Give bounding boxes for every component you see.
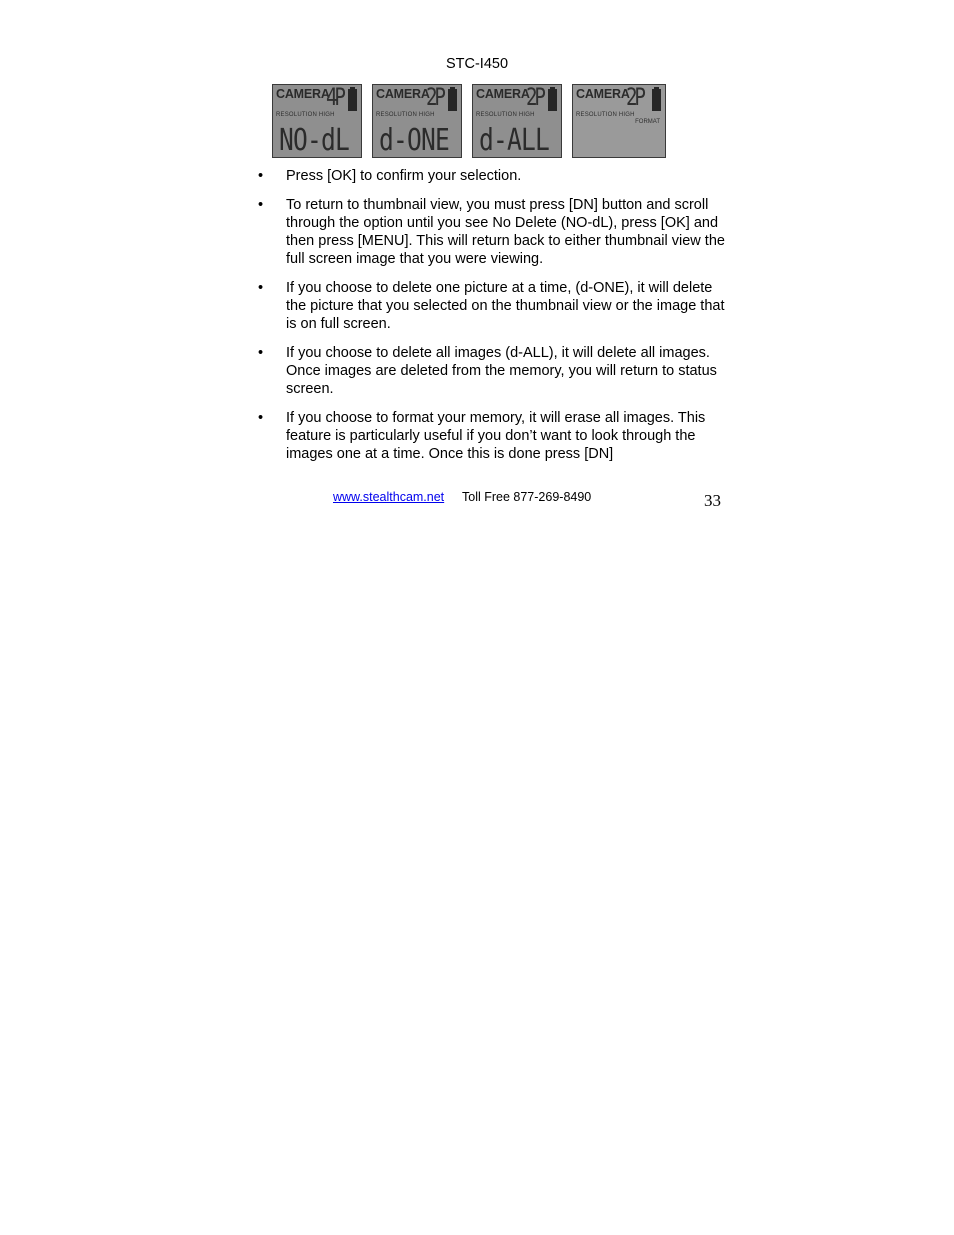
instruction-list [256, 167, 736, 474]
lcd-main-display: NO-dL [279, 123, 349, 158]
website-link[interactable]: www.stealthcam.net [333, 490, 445, 504]
phone-number: Toll Free 877-269-8490 [462, 490, 592, 504]
lcd-resolution-label: RESOLUTION HIGH [476, 112, 535, 118]
lcd-mode-label: CAMERA [376, 87, 430, 101]
lcd-mode-label: CAMERA [576, 87, 630, 101]
list-item [256, 196, 736, 268]
battery-icon [548, 89, 557, 111]
list-item-text: If you choose to delete one picture at a time, (d-ONE), it will delete the picture that you selected on the thumbnail view or the image that is on full screen. [286, 280, 725, 332]
lcd-resolution-label: RESOLUTION HIGH [576, 112, 635, 118]
bullet-icon: • [258, 168, 264, 184]
lcd-size-indicator: 2P [426, 84, 443, 111]
lcd-screen-format [572, 84, 666, 158]
lcd-main-display: d-ONE [379, 123, 449, 158]
lcd-size-indicator: 2P [526, 84, 543, 111]
battery-icon [448, 89, 457, 111]
page-footer [0, 490, 954, 514]
bullet-icon: • [258, 280, 264, 296]
list-item-text: To return to thumbnail view, you must press [DN] button and scroll through the option until you see No Delete (NO-dL), press [OK] and then press [MENU]. This will return back to either thumbnail view the full screen image that you were viewing. [286, 197, 725, 267]
lcd-mode-label: CAMERA [276, 87, 330, 101]
lcd-resolution-label: RESOLUTION HIGH [276, 112, 335, 118]
list-item [256, 279, 736, 333]
bullet-icon: • [258, 410, 264, 426]
lcd-screen-delete-all [472, 84, 562, 158]
lcd-size-indicator: 2P [626, 84, 643, 111]
lcd-main-display: d-ALL [479, 123, 549, 158]
lcd-size-indicator: 4P [326, 84, 343, 111]
document-title: STC-I450 [445, 56, 509, 72]
lcd-resolution-label: RESOLUTION HIGH [376, 112, 435, 118]
lcd-screen-no-delete [272, 84, 362, 158]
list-item [256, 167, 736, 185]
battery-icon [348, 89, 357, 111]
list-item-text: If you choose to format your memory, it will erase all images. This feature is particularly useful if you don’t want to look through the images one at a time. Once this is done press [DN] [286, 410, 706, 462]
lcd-screen-row [272, 84, 672, 162]
page-number: 33 [704, 491, 721, 510]
lcd-format-label: FORMAT [635, 119, 660, 125]
lcd-screen-delete-one [372, 84, 462, 158]
bullet-icon: • [258, 345, 264, 361]
list-item [256, 409, 736, 463]
lcd-mode-label: CAMERA [476, 87, 530, 101]
battery-icon [652, 89, 661, 111]
bullet-icon: • [258, 197, 264, 213]
list-item-text: If you choose to delete all images (d-ALL), it will delete all images. Once images are deleted from the memory, you will return to status screen. [286, 345, 717, 397]
list-item-text: Press [OK] to confirm your selection. [286, 168, 522, 184]
list-item [256, 344, 736, 398]
